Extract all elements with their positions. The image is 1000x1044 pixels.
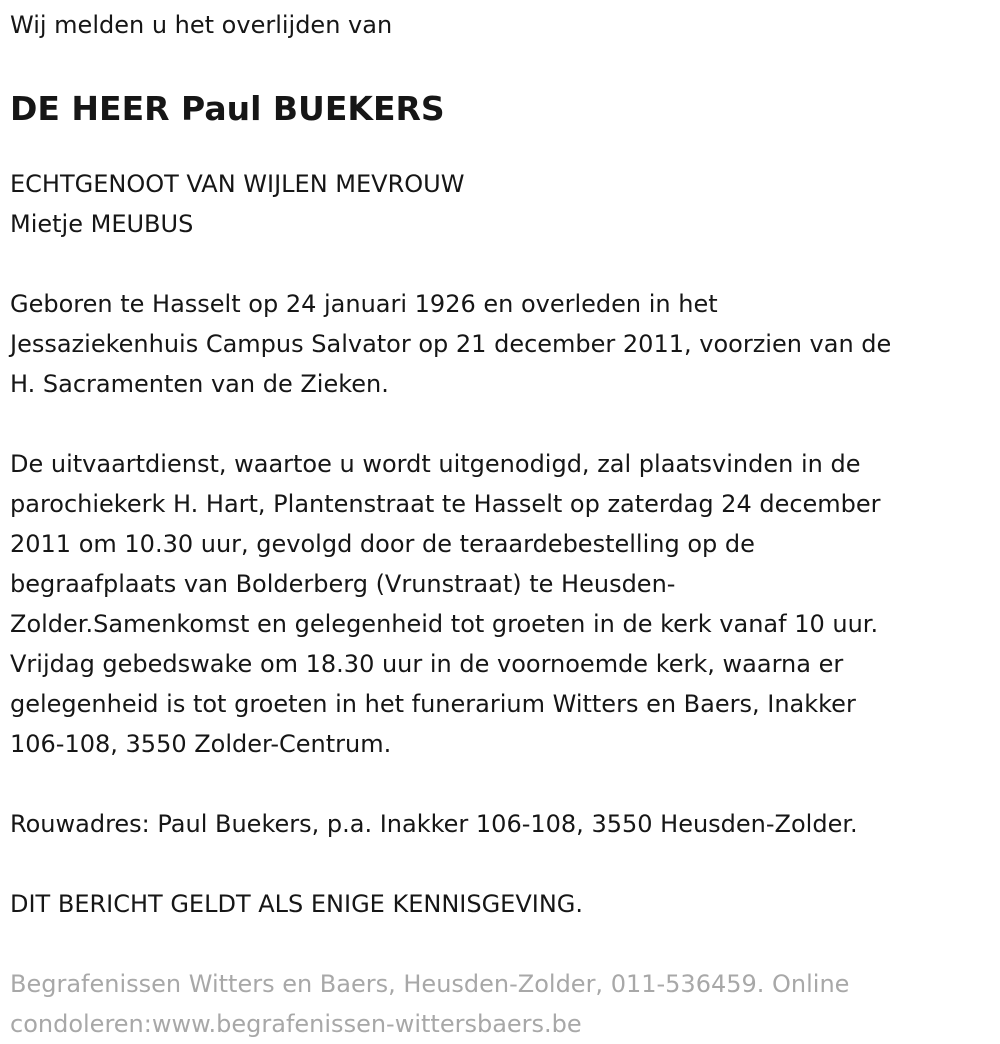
spacer bbox=[10, 404, 985, 444]
paragraph-line: De uitvaartdienst, waartoe u wordt uitgenodigd, zal plaatsvinden in de bbox=[10, 450, 861, 478]
paragraph-line: 106-108, 3550 Zolder-Centrum. bbox=[10, 730, 392, 758]
funeral-home-footer bbox=[10, 964, 985, 1044]
footer-line: Begrafenissen Witters en Baers, Heusden-Zolder, 011-536459. Online bbox=[10, 970, 850, 998]
paragraph-line: Zolder.Samenkomst en gelegenheid tot groeten in de kerk vanaf 10 uur. bbox=[10, 610, 879, 638]
spouse-line-2: Mietje MEUBUS bbox=[10, 210, 194, 238]
spacer bbox=[10, 924, 985, 964]
birth-death-paragraph bbox=[10, 284, 985, 404]
intro-text: Wij melden u het overlijden van bbox=[10, 11, 393, 39]
spacer bbox=[10, 244, 985, 284]
paragraph-line: Vrijdag gebedswake om 18.30 uur in de voornoemde kerk, waarna er bbox=[10, 650, 844, 678]
paragraph-line: Jessaziekenhuis Campus Salvator op 21 december 2011, voorzien van de bbox=[10, 330, 892, 358]
spacer bbox=[10, 844, 985, 884]
death-notice bbox=[10, 0, 985, 1044]
spacer bbox=[10, 764, 985, 804]
spouse-line-1: ECHTGENOOT VAN WIJLEN MEVROUW bbox=[10, 170, 465, 198]
paragraph-line: begraafplaats van Bolderberg (Vrunstraat) te Heusden- bbox=[10, 570, 676, 598]
footer-line: condoleren:www.begrafenissen-wittersbaers.be bbox=[10, 1010, 582, 1038]
paragraph-line: Geboren te Hasselt op 24 januari 1926 en overleden in het bbox=[10, 290, 718, 318]
paragraph-line: parochiekerk H. Hart, Plantenstraat te Hasselt op zaterdag 24 december bbox=[10, 490, 881, 518]
deceased-name: DE HEER Paul BUEKERS bbox=[10, 89, 445, 128]
paragraph-line: H. Sacramenten van de Zieken. bbox=[10, 370, 389, 398]
funeral-paragraph bbox=[10, 444, 985, 764]
paragraph-line: gelegenheid is tot groeten in het funerarium Witters en Baers, Inakker bbox=[10, 690, 856, 718]
paragraph-line: 2011 om 10.30 uur, gevolgd door de teraardebestelling op de bbox=[10, 530, 755, 558]
notice-statement: DIT BERICHT GELDT ALS ENIGE KENNISGEVING. bbox=[10, 890, 584, 918]
mourning-address: Rouwadres: Paul Buekers, p.a. Inakker 106-108, 3550 Heusden-Zolder. bbox=[10, 810, 858, 838]
